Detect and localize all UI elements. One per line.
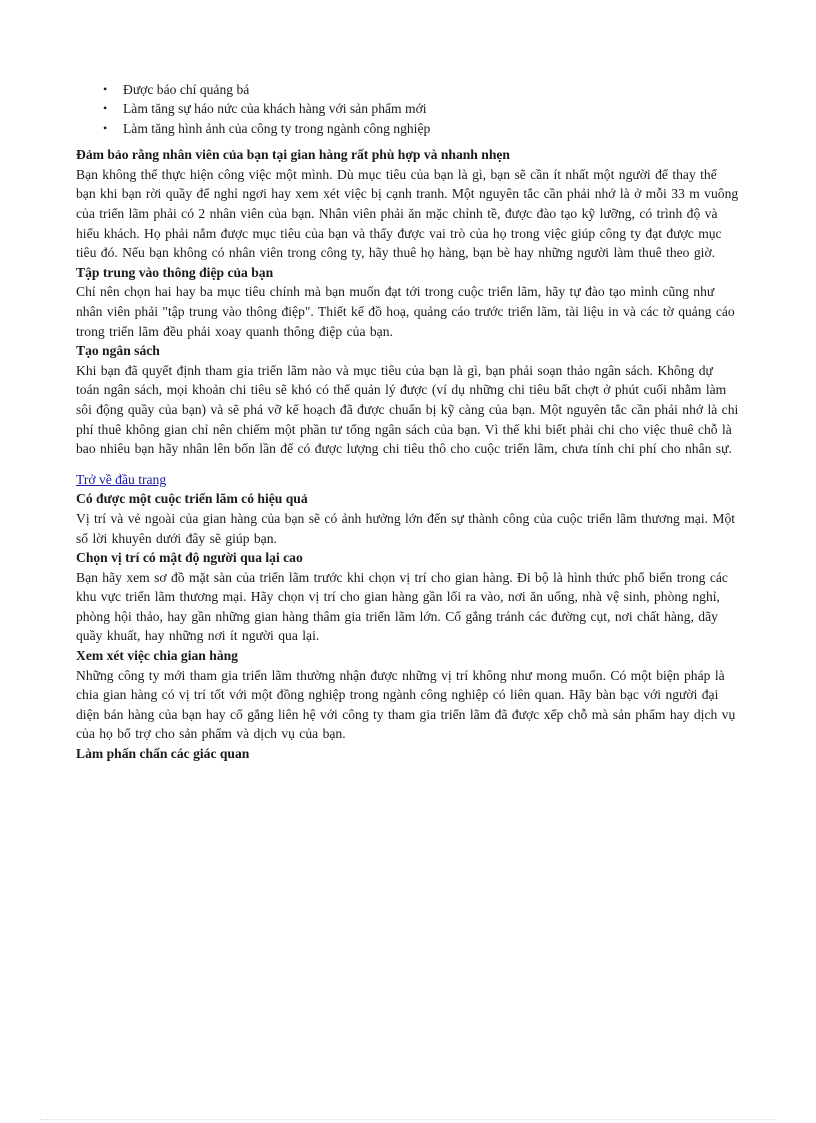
paragraph-staff: Bạn không thể thực hiện công việc một mình. Dù mục tiêu của bạn là gì, bạn sẽ cần ít nhất một người để thay thế bạn khi bạn rời quầy để nghỉ ngơi hay xem xét việc bị cạnh tranh. Một nguyên tắc cần phải nhớ là ở mỗi 33 m vuông của triển lãm phải có 2 nhân viên của bạn. Nhân viên phải ăn mặc chỉnh tề, được đào tạo kỹ lưỡng, có trình độ và hiểu khách. Họ phải nắm được mục tiêu của bạn và thấy được vai trò của họ trong việc giúp công ty đạt được mục tiêu đó. Nếu bạn không có nhân viên trong công ty, hãy thuê họ hàng, bạn bè hay những người làm thuê theo giờ. bbox=[76, 166, 739, 261]
heading-senses: Làm phấn chấn các giác quan bbox=[76, 746, 250, 762]
back-to-top-link[interactable]: Trở về đầu trang bbox=[76, 471, 167, 487]
paragraph-message: Chỉ nên chọn hai hay ba mục tiêu chính mà bạn muốn đạt tới trong cuộc triển lãm, hãy tự đào tạo mình cũng như nhân viên phải "tập trung vào thông điệp". Thiết kế đồ hoạ, quảng cáo trước triển lãm, tài liệu in và các tờ quảng cáo trong triển lãm đều phải xoay quanh thông điệp của bạn. bbox=[76, 284, 735, 339]
paragraph-effective: Vị trí và vẻ ngoài của gian hàng của bạn sẽ có ảnh hưởng lớn đến sự thành công của cuộc triển lãm thương mại. Một số lời khuyên dưới đây sẽ giúp bạn. bbox=[76, 510, 736, 546]
heading-staff: Đảm bảo rằng nhân viên của bạn tại gian hàng rất phù hợp và nhanh nhẹn bbox=[76, 147, 510, 163]
list-item: • Làm tăng sự háo nức của khách hàng với sản phẩm mới bbox=[123, 99, 740, 118]
document-page bbox=[76, 80, 740, 764]
list-item: • Được báo chí quảng bá bbox=[123, 80, 740, 99]
list-item: • Làm tăng hình ảnh của công ty trong ngành công nghiệp bbox=[123, 119, 740, 138]
paragraph-sharing: Những công ty mới tham gia triển lãm thường nhận được những vị trí không như mong muốn. Có một biện pháp là chia gian hàng có vị trí tốt với một đồng nghiệp trong ngành công nghiệp có liên quan. Hãy bàn bạc với người đại diện bán hàng của bạn hay cố gắng liên hệ với công ty tham gia triển lãm đã được xếp chỗ mà sản phẩm hay dịch vụ của họ bổ trợ cho sản phẩm và dịch vụ của bạn. bbox=[76, 667, 736, 742]
heading-message: Tập trung vào thông điệp của bạn bbox=[76, 264, 274, 280]
paragraph-budget: Khi bạn đã quyết định tham gia triển lãm nào và mục tiêu của bạn là gì, bạn phải soạn thảo ngân sách. Không dự toán ngân sách, mọi khoản chi tiêu sẽ khó có thể quản lý được (ví dụ những chi tiêu bất chợt ở phút cuối nhằm làm sôi động quầy của bạn) và sẽ phá vỡ kế hoạch đã được chuẩn bị kỹ càng của bạn. Một nguyên tắc cần phải nhớ là chi phí thuê không gian chỉ nên chiếm một phần tư tổng ngân sách của bạn. Vì thế khi biết phải chi cho việc thuê chỗ là bao nhiêu bạn hãy nhân lên bốn lần để có được lượng chi tiêu thô cho cuộc triển lãm, chưa tính chi phí cho nhân sự. bbox=[76, 362, 739, 457]
heading-effective: Có được một cuộc triển lãm có hiệu quả bbox=[76, 491, 308, 507]
paragraph-location: Bạn hãy xem sơ đồ mặt sàn của triển lãm trước khi chọn vị trí cho gian hàng. Đi bộ là hình thức phổ biến trong các khu vực triển lãm thương mại. Hãy chọn vị trí cho gian hàng gần lối ra vào, nơi ăn uống, nhà vệ sinh, phòng nghỉ, phòng hội thảo, hay gần những gian hàng thâm gia triển lãm lớn. Cố gắng tránh các đường cụt, nơi chất hàng, dãy quầy khuất, hay những nơi ít người qua lại. bbox=[76, 569, 728, 644]
page-bottom-divider bbox=[40, 1119, 776, 1120]
heading-location: Chọn vị trí có mật độ người qua lại cao bbox=[76, 550, 303, 566]
heading-sharing: Xem xét việc chia gian hàng bbox=[76, 648, 238, 664]
heading-budget: Tạo ngân sách bbox=[76, 343, 160, 359]
benefits-list bbox=[76, 80, 740, 138]
